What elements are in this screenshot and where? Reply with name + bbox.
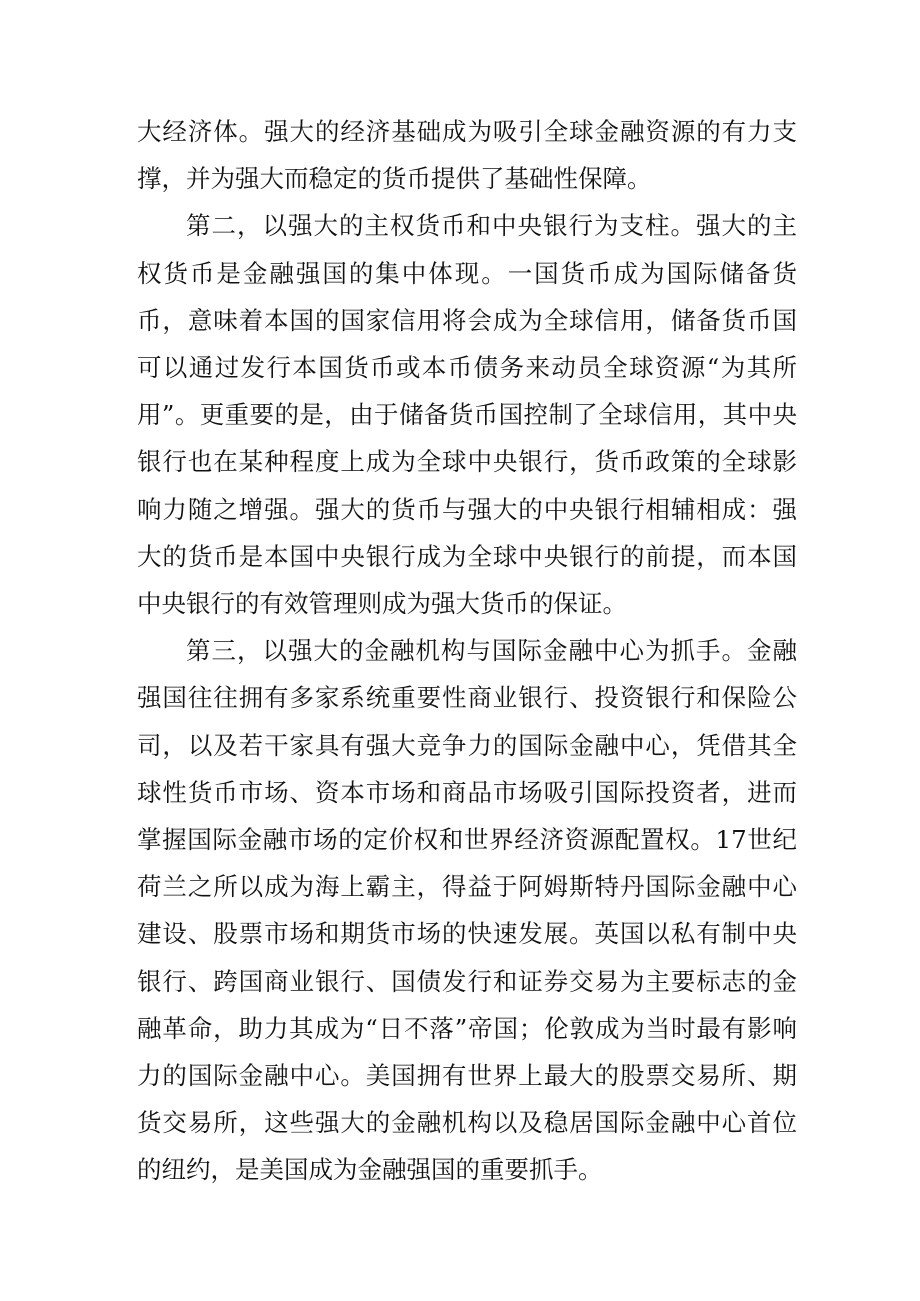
paragraph-continuation: 大经济体。强大的经济基础成为吸引全球金融资源的有力支撑，并为强大而稳定的货币提供了基础性保障。	[137, 117, 797, 194]
paragraph-second-point: 第二，以强大的主权货币和中央银行为支柱。强大的主权货币是金融强国的集中体现。一国货币成为国际储备货币，意味着本国的国家信用将会成为全球信用，储备货币国可以通过发行本国货币或本币债务来动员全球资源“为其所用”。更重要的是，由于储备货币国控制了全球信用，其中央银行也在某种程度上成为全球中央银行，货币政策的全球影响力随之增强。强大的货币与强大的中央银行相辅相成：强大的货币是本国中央银行成为全球中央银行的前提，而本国中央银行的有效管理则成为强大货币的保证。	[137, 211, 797, 619]
body-text	[137, 108, 797, 1194]
paragraph-third-point: 第三，以强大的金融机构与国际金融中心为抓手。金融强国往往拥有多家系统重要性商业银行、投资银行和保险公司，以及若干家具有强大竞争力的国际金融中心，凭借其全球性货币市场、资本市场和商品市场吸引国际投资者，进而掌握国际金融市场的定价权和世界经济资源配置权。17世纪荷兰之所以成为海上霸主，得益于阿姆斯特丹国际金融中心建设、股票市场和期货市场的快速发展。英国以私有制中央银行、跨国商业银行、国债发行和证券交易为主要标志的金融革命，助力其成为“日不落”帝国；伦敦成为当时最有影响力的国际金融中心。美国拥有世界上最大的股票交易所、期货交易所，这些强大的金融机构以及稳居国际金融中心首位的纽约，是美国成为金融强国的重要抓手。	[137, 636, 797, 1185]
